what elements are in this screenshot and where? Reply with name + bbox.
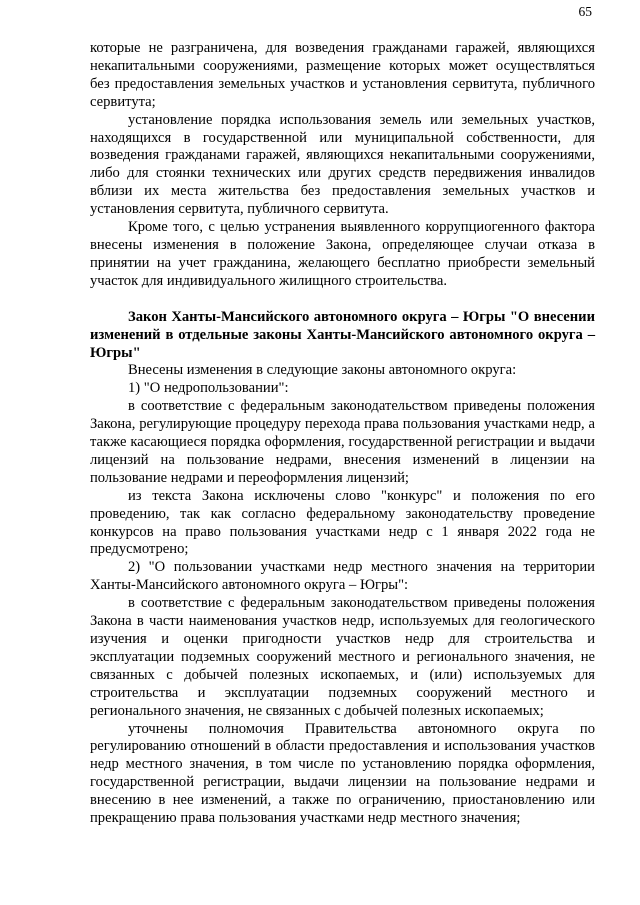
paragraph: уточнены полномочия Правительства автономного округа по регулированию отношений в области предоставления и использования участков недр местного значения, в том числе по установлению порядка оформления, государственной регистрации, выдачи лицензии на пользование недрами и внесению в нее изменений, а также по ограничению, приостановлению или прекращению права пользования участками недр местного значения;	[90, 720, 595, 827]
list-item-heading: 1) "О недропользовании":	[128, 380, 289, 397]
paragraph: в соответствие с федеральным законодательством приведены положения Закона, регулирующие процедуру перехода права пользования участками недр, а также касающиеся порядка оформления, государственной регистрации и выдачи лицензий на пользование недрами, внесения изменений в лицензии на пользование недрами и переоформления лицензий;	[90, 398, 595, 486]
paragraph: Внесены изменения в следующие законы автономного округа:	[128, 362, 517, 379]
law-heading: Закон Ханты-Мансийского автономного округа – Югры "О внесении изменений в отдельные законы Ханты-Мансийского автономного округа – Югры"	[90, 308, 595, 361]
paragraph: установление порядка использования земель или земельных участков, находящихся в государственной или муниципальной собственности, для возведения гражданами гаражей, являющихся некапитальными сооружениями, либо для стоянки технических или других средств передвижения инвалидов вблизи их места жительства без предоставления земельных участков и установления сервитута, публичного сервитута.	[90, 111, 595, 218]
document-body	[90, 40, 595, 828]
paragraph: Кроме того, с целью устранения выявленного коррупциогенного фактора внесены изменения в положение Закона, определяющее случаи отказа в принятии на учет гражданина, желающего бесплатно приобрести земельный участок для индивидуального жилищного строительства.	[90, 219, 595, 289]
list-item-heading: 2) "О пользовании участками недр местного значения на территории Ханты-Мансийского автономного округа – Югры":	[90, 559, 595, 594]
paragraph-continuation: которые не разграничена, для возведения гражданами гаражей, являющихся некапитальными сооружениями, размещение которых может осуществляться без предоставления земельных участков и установления сервитута, публичного сервитута;	[90, 40, 595, 110]
paragraph: из текста Закона исключены слово "конкурс" и положения по его проведению, так как согласно федеральному законодательству проведение конкурсов на право пользования участками недр с 1 января 2022 года не предусмотрено;	[90, 487, 595, 558]
paragraph: в соответствие с федеральным законодательством приведены положения Закона в части наименования участков недр, используемых для геологического изучения и оценки пригодности участков недр для строительства и эксплуатации подземных сооружений местного и регионального значения, не связанных с добычей полезных ископаемых, и (или) используемых для строительства и эксплуатации подземных сооружений местного и регионального значения, не связанных с добычей полезных ископаемых;	[90, 595, 595, 719]
page-number: 65	[578, 4, 592, 19]
